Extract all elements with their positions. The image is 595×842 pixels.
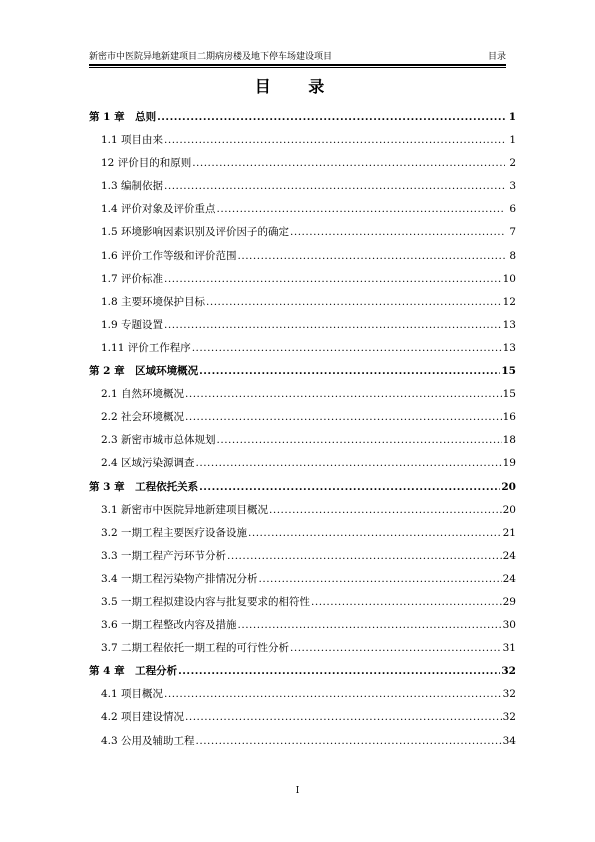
toc-section-entry[interactable] — [89, 129, 516, 152]
toc-leader-dots — [206, 291, 502, 314]
toc-entry-label: 3.3 一期工程产污环节分析 — [101, 549, 227, 562]
toc-entry-page-number: 13 — [502, 318, 516, 331]
toc-leader-dots — [227, 545, 502, 568]
header-rule-thin — [89, 67, 506, 68]
toc-entry-label: 3.4 一期工程污染物产排情况分析 — [101, 572, 258, 585]
toc-entry-label: 1.6 评价工作等级和评价范围 — [101, 249, 237, 262]
toc-leader-dots — [192, 337, 502, 360]
toc-entry-label: 1.3 编制依据 — [101, 180, 164, 193]
toc-entry-page-number: 13 — [502, 341, 516, 354]
toc-entry-page-number: 15 — [501, 365, 516, 378]
toc-entry-label: 1.8 主要环境保护目标 — [101, 295, 206, 308]
table-of-contents — [89, 106, 516, 753]
toc-section-entry[interactable] — [89, 522, 516, 545]
toc-section-entry[interactable] — [89, 591, 516, 614]
toc-entry-page-number: 18 — [502, 434, 516, 447]
toc-entry-page-number: 3 — [509, 180, 516, 193]
running-header — [89, 50, 506, 64]
toc-entry-label: 2.3 新密市城市总体规划 — [101, 434, 216, 447]
toc-chapter-entry[interactable] — [89, 660, 516, 683]
toc-entry-label: 第 1 章 总则 — [89, 111, 157, 123]
toc-leader-dots — [164, 129, 505, 152]
toc-entry-page-number: 20 — [501, 480, 516, 493]
toc-entry-page-number: 1 — [509, 134, 516, 147]
toc-entry-page-number: 7 — [509, 226, 516, 239]
toc-leader-dots — [199, 360, 500, 383]
toc-entry-label: 1.11 评价工作程序 — [101, 341, 191, 354]
toc-entry-page-number: 30 — [502, 619, 516, 632]
toc-entry-label: 1.4 评价对象及评价重点 — [101, 203, 216, 216]
toc-entry-label: 第 4 章 工程分析 — [89, 665, 178, 678]
header-rule-thick — [89, 64, 506, 66]
toc-section-entry[interactable] — [89, 221, 516, 244]
toc-chapter-entry[interactable] — [89, 360, 516, 383]
toc-leader-dots — [196, 730, 502, 753]
toc-leader-dots — [199, 476, 500, 499]
toc-leader-dots — [164, 314, 502, 337]
toc-entry-page-number: 32 — [502, 688, 516, 701]
toc-section-entry[interactable] — [89, 545, 516, 568]
toc-entry-page-number: 19 — [502, 457, 516, 470]
toc-section-entry[interactable] — [89, 730, 516, 753]
toc-leader-dots — [185, 706, 502, 729]
toc-leader-dots — [164, 175, 505, 198]
toc-entry-label: 4.1 项目概况 — [101, 688, 164, 701]
toc-entry-page-number: 34 — [502, 734, 516, 747]
toc-section-entry[interactable] — [89, 314, 516, 337]
toc-entry-page-number: 16 — [502, 411, 516, 424]
toc-entry-page-number: 20 — [502, 503, 516, 516]
toc-section-entry[interactable] — [89, 152, 516, 175]
toc-chapter-entry[interactable] — [89, 106, 516, 129]
toc-leader-dots — [157, 106, 505, 129]
toc-entry-page-number: 2 — [509, 157, 516, 170]
toc-entry-label: 3.6 一期工程整改内容及措施 — [101, 619, 237, 632]
toc-leader-dots — [217, 198, 505, 221]
toc-entry-page-number: 24 — [502, 572, 516, 585]
toc-entry-page-number: 6 — [509, 203, 516, 216]
toc-leader-dots — [192, 152, 505, 175]
toc-section-entry[interactable] — [89, 406, 516, 429]
toc-entry-page-number: 29 — [502, 595, 516, 608]
toc-leader-dots — [196, 452, 502, 475]
toc-entry-page-number: 1 — [508, 111, 516, 123]
toc-entry-label: 4.2 项目建设情况 — [101, 711, 185, 724]
toc-entry-label: 3.7 二期工程依托一期工程的可行性分析 — [101, 642, 290, 655]
toc-entry-label: 12 评价目的和原则 — [101, 157, 192, 170]
toc-leader-dots — [311, 591, 502, 614]
toc-leader-dots — [178, 660, 500, 683]
toc-entry-label: 1.9 专题设置 — [101, 318, 164, 331]
toc-entry-label: 3.2 一期工程主要医疗设备设施 — [101, 526, 248, 539]
toc-section-entry[interactable] — [89, 706, 516, 729]
toc-entry-label: 第 2 章 区域环境概况 — [89, 365, 199, 378]
toc-entry-label: 4.3 公用及辅助工程 — [101, 734, 195, 747]
toc-leader-dots — [259, 568, 502, 591]
toc-entry-page-number: 32 — [502, 711, 516, 724]
toc-chapter-entry[interactable] — [89, 476, 516, 499]
page-title: 目 录 — [254, 77, 341, 96]
toc-entry-label: 1.1 项目由来 — [101, 134, 164, 147]
toc-leader-dots — [185, 406, 502, 429]
toc-section-entry[interactable] — [89, 683, 516, 706]
toc-section-entry[interactable] — [89, 614, 516, 637]
toc-entry-label: 1.5 环境影响因素识别及评价因子的确定 — [101, 226, 290, 239]
toc-entry-page-number: 31 — [502, 642, 516, 655]
toc-entry-label: 3.1 新密市中医院异地新建项目概况 — [101, 503, 269, 516]
toc-leader-dots — [269, 499, 502, 522]
toc-section-entry[interactable] — [89, 452, 516, 475]
toc-entry-page-number: 10 — [502, 272, 516, 285]
header-project-title: 新密市中医院异地新建项目二期病房楼及地下停车场建设项目 — [89, 52, 333, 62]
toc-leader-dots — [217, 429, 502, 452]
toc-section-entry[interactable] — [89, 337, 516, 360]
toc-section-entry[interactable] — [89, 499, 516, 522]
toc-section-entry[interactable] — [89, 429, 516, 452]
toc-leader-dots — [164, 683, 502, 706]
toc-entry-label: 1.7 评价标准 — [101, 272, 164, 285]
toc-section-entry[interactable] — [89, 383, 516, 406]
toc-entry-label: 第 3 章 工程依托关系 — [89, 480, 199, 493]
toc-entry-label: 2.2 社会环境概况 — [101, 411, 185, 424]
toc-section-entry[interactable] — [89, 637, 516, 660]
toc-leader-dots — [248, 522, 502, 545]
toc-entry-label: 3.5 一期工程拟建设内容与批复要求的相符性 — [101, 595, 311, 608]
toc-section-entry[interactable] — [89, 175, 516, 198]
toc-section-entry[interactable] — [89, 198, 516, 221]
toc-entry-label: 2.1 自然环境概况 — [101, 388, 185, 401]
toc-section-entry[interactable] — [89, 291, 516, 314]
toc-leader-dots — [238, 245, 505, 268]
toc-entry-label: 2.4 区域污染源调查 — [101, 457, 195, 470]
toc-section-entry[interactable] — [89, 568, 516, 591]
toc-entry-page-number: 15 — [502, 388, 516, 401]
toc-entry-page-number: 24 — [502, 549, 516, 562]
toc-entry-page-number: 12 — [502, 295, 516, 308]
toc-leader-dots — [164, 268, 502, 291]
toc-entry-page-number: 21 — [502, 526, 516, 539]
toc-leader-dots — [185, 383, 502, 406]
toc-leader-dots — [290, 221, 505, 244]
toc-leader-dots — [290, 637, 502, 660]
header-section-name: 目录 — [487, 52, 506, 62]
toc-leader-dots — [238, 614, 502, 637]
toc-section-entry[interactable] — [89, 268, 516, 291]
toc-entry-page-number: 32 — [501, 665, 516, 678]
toc-entry-page-number: 8 — [509, 249, 516, 262]
page-number: I — [295, 786, 300, 796]
toc-section-entry[interactable] — [89, 245, 516, 268]
